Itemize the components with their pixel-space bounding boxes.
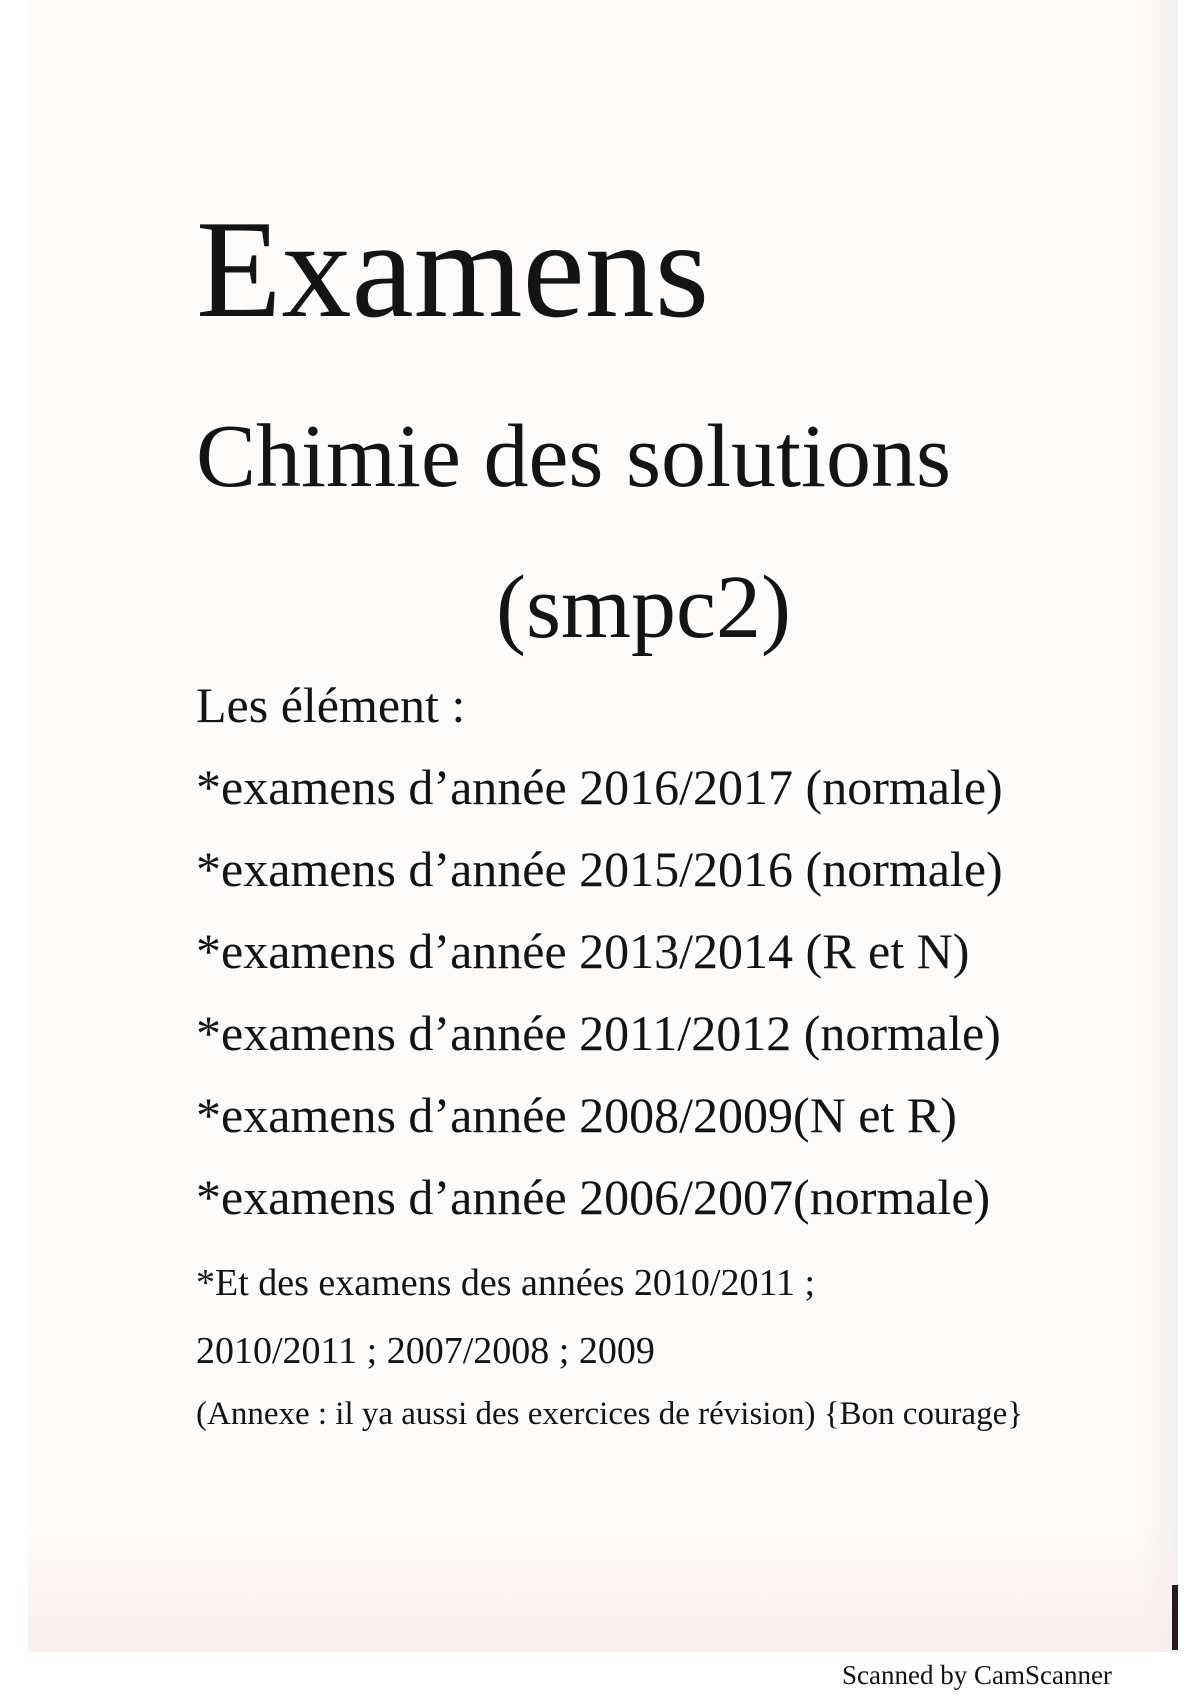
exam-list-item: *examens d’année 2015/2016 (normale) [196, 841, 1003, 897]
exam-list-item: *examens d’année 2013/2014 (R et N) [196, 923, 970, 979]
exam-list-item: *examens d’année 2016/2017 (normale) [196, 759, 1003, 815]
exam-list-item: *examens d’année 2008/2009(N et R) [196, 1087, 957, 1143]
other-exams-line-1: *Et des examens des années 2010/2011 ; [196, 1262, 816, 1304]
document-subtitle: Chimie des solutions [196, 407, 952, 506]
scanner-credit: Scanned by CamScanner [842, 1660, 1112, 1690]
document-title: Examens [196, 192, 710, 347]
annex-note: (Annexe : il ya aussi des exercices de révision) {Bon courage} [196, 1396, 1024, 1432]
paper-shading-bottom [28, 1522, 1178, 1652]
content-section [196, 677, 1076, 1432]
elements-label: Les élément : [196, 677, 466, 733]
exam-list-item: *examens d’année 2006/2007(normale) [196, 1169, 991, 1225]
paper-shading-right [1138, 0, 1178, 1652]
exam-list-item: *examens d’année 2011/2012 (normale) [196, 1005, 1001, 1061]
scanned-page [28, 0, 1178, 1652]
page-edge-mark [1172, 1585, 1178, 1650]
other-exams-line-2: 2010/2011 ; 2007/2008 ; 2009 [196, 1330, 655, 1372]
exam-list [196, 759, 1076, 1254]
course-code: (smpc2) [496, 558, 791, 657]
